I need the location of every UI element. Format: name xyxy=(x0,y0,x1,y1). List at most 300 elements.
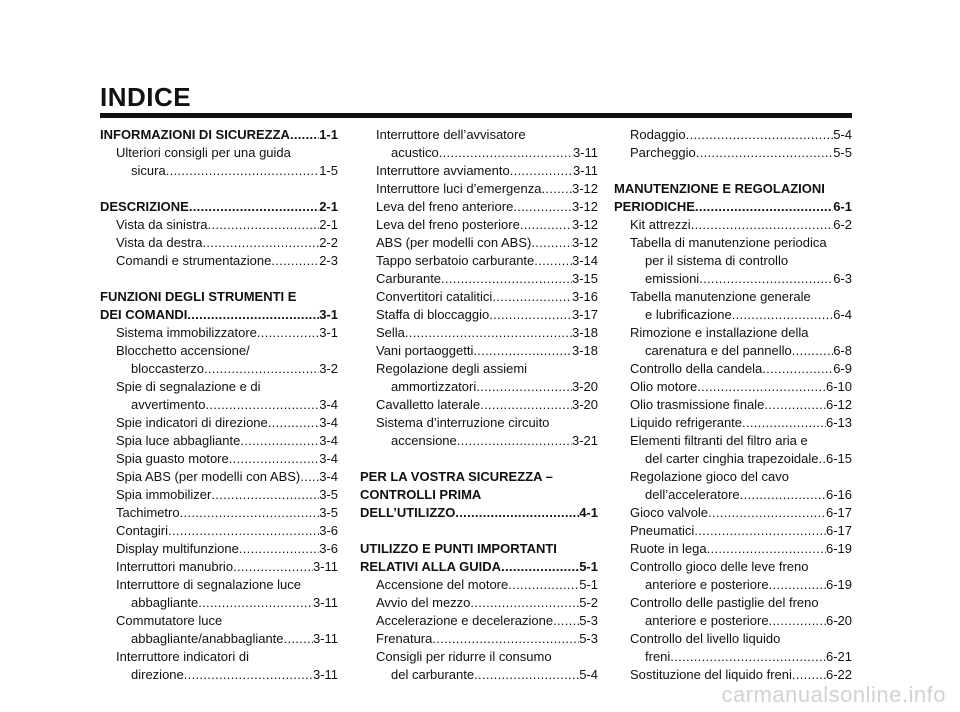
toc-leader-dots xyxy=(534,252,572,270)
toc-section-heading[interactable] xyxy=(100,306,338,324)
title-rule xyxy=(100,113,852,118)
toc-entry-title: Spia immobilizer xyxy=(116,487,212,502)
toc-leader-dots xyxy=(239,540,319,558)
toc-entry[interactable] xyxy=(360,432,598,450)
toc-page-number: 3-21 xyxy=(571,433,598,448)
toc-entry-title: Commutatore luce xyxy=(116,613,223,628)
toc-leader-dots xyxy=(513,198,572,216)
toc-leader-dots xyxy=(501,558,579,576)
toc-entry[interactable] xyxy=(614,414,852,432)
toc-entry-title: Consigli per ridurre il consumo xyxy=(376,649,552,664)
toc-entry xyxy=(614,558,852,576)
toc-entry-title: ABS (per modelli con ABS) xyxy=(376,235,532,250)
toc-entry-title: Sistema d’interruzione circuito xyxy=(376,415,550,430)
toc-entry xyxy=(614,432,852,450)
toc-entry[interactable] xyxy=(100,216,338,234)
toc-spacer xyxy=(100,270,338,288)
toc-entry-title: Avvio del mezzo xyxy=(376,595,471,610)
toc-page-number: 3-6 xyxy=(319,523,338,538)
toc-page-number: 5-1 xyxy=(579,577,598,592)
toc-page-number: 6-19 xyxy=(825,577,852,592)
toc-page-number: 6-19 xyxy=(825,541,852,556)
toc-entry-title: emissioni xyxy=(645,271,700,286)
toc-entry-title: Comandi e strumentazione xyxy=(116,253,272,268)
toc-entry[interactable] xyxy=(360,252,598,270)
toc-entry xyxy=(360,360,598,378)
toc-entry-title: Rodaggio xyxy=(630,127,686,142)
toc-entry-title: abbagliante/anabbagliante xyxy=(131,631,284,646)
toc-entry-title: abbagliante xyxy=(131,595,199,610)
toc-page-number: 6-21 xyxy=(825,649,852,664)
toc-entry[interactable] xyxy=(360,162,598,180)
toc-page-number: 5-3 xyxy=(579,613,598,628)
toc-leader-dots xyxy=(740,486,826,504)
toc-entry-title: e lubrificazione xyxy=(645,307,732,322)
toc-leader-dots xyxy=(432,630,579,648)
toc-entry xyxy=(614,630,852,648)
toc-entry[interactable] xyxy=(100,540,338,558)
toc-entry-title: MANUTENZIONE E REGOLAZIONI xyxy=(614,181,825,196)
toc-page-number: 6-22 xyxy=(825,667,852,682)
toc-spacer xyxy=(100,180,338,198)
toc-entry-title: carenatura e del pannello xyxy=(645,343,792,358)
toc-page-number: 3-12 xyxy=(571,217,598,232)
toc-entry[interactable] xyxy=(100,396,338,414)
toc-page-number: 3-12 xyxy=(571,181,598,196)
toc-entry[interactable] xyxy=(360,288,598,306)
toc-page-number: 3-14 xyxy=(571,253,598,268)
toc-leader-dots xyxy=(290,126,319,144)
toc-entry[interactable] xyxy=(360,270,598,288)
toc-page-number: 3-17 xyxy=(571,307,598,322)
toc-leader-dots xyxy=(489,306,572,324)
toc-entry-title: ammortizzatori xyxy=(391,379,477,394)
toc-leader-dots xyxy=(204,360,319,378)
toc-entry[interactable] xyxy=(100,324,338,342)
toc-section-heading[interactable] xyxy=(360,504,598,522)
toc-leader-dots xyxy=(205,396,319,414)
toc-entry xyxy=(614,288,852,306)
toc-entry-title: accensione xyxy=(391,433,457,448)
toc-leader-dots xyxy=(284,630,313,648)
toc-entry-title: PERIODICHE xyxy=(614,199,695,214)
toc-entry-title: Tachimetro xyxy=(116,505,180,520)
toc-page-number: 3-11 xyxy=(312,559,338,574)
toc-leader-dots xyxy=(271,252,319,270)
toc-leader-dots xyxy=(769,576,826,594)
toc-page-number: 5-1 xyxy=(579,559,598,574)
toc-leader-dots xyxy=(180,504,320,522)
toc-section-heading[interactable] xyxy=(100,126,338,144)
toc-page-number: 6-13 xyxy=(825,415,852,430)
toc-entry-title: Olio trasmissione finale xyxy=(630,397,765,412)
toc-page-number: 2-1 xyxy=(319,217,338,232)
toc-entry[interactable] xyxy=(614,648,852,666)
toc-section-heading xyxy=(360,540,598,558)
toc-page-number: 5-4 xyxy=(833,127,852,142)
toc-entry-title: Controllo gioco delle leve freno xyxy=(630,559,809,574)
toc-entry-title: dell’acceleratore xyxy=(645,487,740,502)
toc-leader-dots xyxy=(792,342,833,360)
toc-entry-title: Controllo della candela xyxy=(630,361,763,376)
toc-leader-dots xyxy=(670,648,826,666)
toc-entry[interactable] xyxy=(614,450,852,468)
toc-page-number: 6-16 xyxy=(825,487,852,502)
toc-entry-title: direzione xyxy=(131,667,184,682)
toc-spacer xyxy=(360,522,598,540)
toc-entry-title: anteriore e posteriore xyxy=(645,613,769,628)
toc-leader-dots xyxy=(732,306,833,324)
toc-entry-title: RELATIVI ALLA GUIDA xyxy=(360,559,502,574)
toc-leader-dots xyxy=(184,666,313,684)
toc-section-heading[interactable] xyxy=(100,198,338,216)
toc-leader-dots xyxy=(229,450,319,468)
toc-entry-title: FUNZIONI DEGLI STRUMENTI E xyxy=(100,289,297,304)
toc-entry-title: del carter cinghia trapezoidale xyxy=(645,451,819,466)
toc-entry[interactable] xyxy=(360,216,598,234)
toc-entry[interactable] xyxy=(614,216,852,234)
toc-entry xyxy=(614,234,852,252)
toc-entry[interactable] xyxy=(360,378,598,396)
toc-entry[interactable] xyxy=(100,666,338,684)
toc-entry xyxy=(100,144,338,162)
toc-entry-title: Spia guasto motore xyxy=(116,451,229,466)
toc-leader-dots xyxy=(474,666,579,684)
toc-entry[interactable] xyxy=(360,324,598,342)
toc-leader-dots xyxy=(268,414,319,432)
toc-page-number: 6-3 xyxy=(833,271,852,286)
toc-entry[interactable] xyxy=(100,558,338,576)
toc-page-number: 3-4 xyxy=(319,433,338,448)
toc-entry[interactable] xyxy=(100,450,338,468)
toc-entry-title: sicura xyxy=(131,163,166,178)
toc-leader-dots xyxy=(818,450,826,468)
toc-leader-dots xyxy=(697,378,826,396)
toc-page-number: 3-5 xyxy=(319,505,338,520)
toc-entry-title: Spia luce abbagliante xyxy=(116,433,241,448)
toc-entry xyxy=(614,252,852,270)
toc-entry[interactable] xyxy=(100,414,338,432)
toc-entry-title: Display multifunzione xyxy=(116,541,239,556)
toc-leader-dots xyxy=(441,270,572,288)
toc-entry-title: Interruttore di segnalazione luce xyxy=(116,577,302,592)
toc-page-number: 3-20 xyxy=(571,379,598,394)
toc-leader-dots xyxy=(520,216,572,234)
toc-entry-title: Tabella manutenzione generale xyxy=(630,289,811,304)
toc-page-number: 3-11 xyxy=(312,595,338,610)
toc-page-number: 3-1 xyxy=(319,307,338,322)
toc-entry-title: Carburante xyxy=(376,271,442,286)
toc-section-heading[interactable] xyxy=(614,198,852,216)
toc-leader-dots xyxy=(476,378,572,396)
toc-entry-title: Vani portaoggetti xyxy=(376,343,474,358)
toc-page-number: 4-1 xyxy=(579,505,598,520)
toc-entry-title: Interruttore avviamento xyxy=(376,163,510,178)
toc-entry[interactable] xyxy=(100,504,338,522)
toc-entry[interactable] xyxy=(614,540,852,558)
toc-entry[interactable] xyxy=(100,162,338,180)
toc-page-number: 3-16 xyxy=(571,289,598,304)
toc-leader-dots xyxy=(457,432,572,450)
toc-column-1 xyxy=(100,126,338,684)
toc-entry-title: Spie di segnalazione e di xyxy=(116,379,261,394)
toc-leader-dots xyxy=(470,594,579,612)
toc-entry xyxy=(100,612,338,630)
toc-entry[interactable] xyxy=(360,396,598,414)
toc-page-number: 3-5 xyxy=(319,487,338,502)
toc-page-number: 6-10 xyxy=(825,379,852,394)
toc-entry-title: Regolazione degli assiemi xyxy=(376,361,528,376)
toc-section-heading xyxy=(360,486,598,504)
toc-page-number: 3-2 xyxy=(319,361,338,376)
toc-entry-title: Blocchetto accensione/ xyxy=(116,343,250,358)
toc-entry[interactable] xyxy=(100,468,338,486)
toc-entry-title: Tappo serbatoio carburante xyxy=(376,253,535,268)
toc-page-number: 6-17 xyxy=(825,505,852,520)
toc-section-heading[interactable] xyxy=(360,558,598,576)
toc-entry-title: Controllo delle pastiglie del freno xyxy=(630,595,819,610)
toc-leader-dots xyxy=(707,540,826,558)
toc-section-heading xyxy=(100,288,338,306)
toc-entry[interactable] xyxy=(614,378,852,396)
toc-leader-dots xyxy=(510,162,573,180)
toc-leader-dots xyxy=(439,144,573,162)
toc-leader-dots xyxy=(473,342,572,360)
toc-entry-title: acustico xyxy=(391,145,439,160)
toc-entry-title: Ruote in lega xyxy=(630,541,707,556)
toc-page-number: 3-15 xyxy=(571,271,598,286)
toc-entry[interactable] xyxy=(614,396,852,414)
toc-page-number: 3-11 xyxy=(312,631,338,646)
toc-entry-title: del carburante xyxy=(391,667,475,682)
toc-entry[interactable] xyxy=(360,594,598,612)
toc-entry-title: Interruttori manubrio xyxy=(116,559,234,574)
toc-entry-title: Regolazione gioco del cavo xyxy=(630,469,789,484)
toc-entry[interactable] xyxy=(100,234,338,252)
toc-entry[interactable] xyxy=(614,522,852,540)
toc-entry[interactable] xyxy=(614,576,852,594)
toc-leader-dots xyxy=(742,414,826,432)
toc-page-number: 6-15 xyxy=(825,451,852,466)
toc-leader-dots xyxy=(211,486,319,504)
toc-entry-title: Pneumatici xyxy=(630,523,695,538)
toc-page-number: 6-20 xyxy=(825,613,852,628)
toc-entry xyxy=(100,648,338,666)
toc-entry-title: Liquido refrigerante xyxy=(630,415,743,430)
toc-entry[interactable] xyxy=(100,630,338,648)
toc-page-number: 3-11 xyxy=(312,667,338,682)
toc-leader-dots xyxy=(686,126,834,144)
toc-entry-title: Olio motore xyxy=(630,379,698,394)
toc-page-number: 6-1 xyxy=(833,199,852,214)
toc-entry xyxy=(614,324,852,342)
toc-entry-title: Convertitori catalitici xyxy=(376,289,493,304)
toc-spacer xyxy=(614,162,852,180)
toc-entry-title: Accelerazione e decelerazione xyxy=(376,613,554,628)
toc-entry[interactable] xyxy=(100,432,338,450)
toc-page-number: 3-1 xyxy=(319,325,338,340)
toc-leader-dots xyxy=(480,396,572,414)
toc-entry xyxy=(100,576,338,594)
toc-leader-dots xyxy=(769,612,826,630)
toc-entry[interactable] xyxy=(100,522,338,540)
toc-leader-dots xyxy=(492,288,572,306)
toc-entry-title: Vista da destra xyxy=(116,235,203,250)
toc-entry-title: Controllo del livello liquido xyxy=(630,631,781,646)
toc-leader-dots xyxy=(508,576,579,594)
toc-entry[interactable] xyxy=(360,144,598,162)
toc-entry-title: bloccasterzo xyxy=(131,361,204,376)
toc-entry[interactable] xyxy=(360,612,598,630)
toc-entry-title: Interruttore indicatori di xyxy=(116,649,249,664)
toc-page-number: 3-11 xyxy=(572,145,598,160)
toc-entry[interactable] xyxy=(614,306,852,324)
page-title: INDICE xyxy=(100,82,192,112)
toc-entry[interactable] xyxy=(100,594,338,612)
toc-entry-title: DEI COMANDI xyxy=(100,307,188,322)
toc-entry-title: Sistema immobilizzatore xyxy=(116,325,257,340)
toc-entry xyxy=(100,342,338,360)
toc-entry[interactable] xyxy=(614,504,852,522)
toc-page-number: 3-6 xyxy=(319,541,338,556)
toc-entry[interactable] xyxy=(614,612,852,630)
toc-entry[interactable] xyxy=(360,576,598,594)
toc-entry[interactable] xyxy=(360,180,598,198)
toc-leader-dots xyxy=(168,522,319,540)
toc-page-number: 1-1 xyxy=(319,127,338,142)
toc-entry[interactable] xyxy=(614,360,852,378)
toc-entry[interactable] xyxy=(360,666,598,684)
toc-leader-dots xyxy=(696,144,833,162)
toc-entry-title: Elementi filtranti del filtro aria e xyxy=(630,433,808,448)
toc-page-number: 3-4 xyxy=(319,451,338,466)
toc-entry-title: Staffa di bloccaggio xyxy=(376,307,490,322)
toc-page-number: 1-5 xyxy=(319,163,338,178)
toc-entry xyxy=(360,648,598,666)
toc-page-number: 6-2 xyxy=(833,217,852,232)
toc-entry-title: Ulteriori consigli per una guida xyxy=(116,145,291,160)
toc-entry-title: Leva del freno anteriore xyxy=(376,199,514,214)
toc-page-number: 5-4 xyxy=(579,667,598,682)
toc-page-number: 3-4 xyxy=(319,397,338,412)
toc-page-number: 3-18 xyxy=(571,343,598,358)
toc-leader-dots xyxy=(531,234,572,252)
toc-leader-dots xyxy=(240,432,319,450)
toc-entry[interactable] xyxy=(614,342,852,360)
toc-leader-dots xyxy=(699,270,833,288)
toc-entry[interactable] xyxy=(100,252,338,270)
toc-leader-dots xyxy=(762,360,833,378)
toc-page-number: 6-12 xyxy=(825,397,852,412)
toc-column-3 xyxy=(614,126,852,684)
toc-entry-title: Leva del freno posteriore xyxy=(376,217,520,232)
toc-page-number: 3-4 xyxy=(319,469,338,484)
toc-leader-dots xyxy=(764,396,826,414)
toc-entry-title: Interruttore dell’avvisatore xyxy=(376,127,526,142)
toc-leader-dots xyxy=(198,594,313,612)
toc-entry[interactable] xyxy=(614,486,852,504)
toc-leader-dots xyxy=(189,198,319,216)
toc-entry[interactable] xyxy=(360,342,598,360)
toc-entry-title: DESCRIZIONE xyxy=(100,199,189,214)
toc-page-number: 5-2 xyxy=(579,595,598,610)
toc-page-number: 3-4 xyxy=(319,415,338,430)
toc-leader-dots xyxy=(187,306,319,324)
toc-entry-title: Rimozione e installazione della xyxy=(630,325,809,340)
toc-entry-title: Sostituzione del liquido freni xyxy=(630,667,792,682)
toc-leader-dots xyxy=(691,216,834,234)
toc-entry xyxy=(360,414,598,432)
toc-leader-dots xyxy=(541,180,571,198)
toc-page-number: 6-9 xyxy=(833,361,852,376)
toc-entry-title: freni xyxy=(645,649,671,664)
toc-entry[interactable] xyxy=(360,198,598,216)
toc-entry-title: Vista da sinistra xyxy=(116,217,208,232)
toc-entry xyxy=(614,594,852,612)
toc-entry-title: PER LA VOSTRA SICUREZZA – xyxy=(360,469,553,484)
toc-entry-title: UTILIZZO E PUNTI IMPORTANTI xyxy=(360,541,557,556)
toc-entry-title: Tabella di manutenzione periodica xyxy=(630,235,827,250)
toc-entry[interactable] xyxy=(614,144,852,162)
toc-page-number: 6-4 xyxy=(833,307,852,322)
toc-leader-dots xyxy=(695,198,833,216)
toc-leader-dots xyxy=(208,216,320,234)
toc-entry[interactable] xyxy=(360,306,598,324)
toc-page-number: 3-20 xyxy=(571,397,598,412)
toc-entry[interactable] xyxy=(100,486,338,504)
toc-entry-title: Kit attrezzi xyxy=(630,217,691,232)
toc-leader-dots xyxy=(233,558,313,576)
toc-page-number: 2-3 xyxy=(319,253,338,268)
toc-entry-title: anteriore e posteriore xyxy=(645,577,769,592)
toc-entry-title: Parcheggio xyxy=(630,145,696,160)
toc-page-number: 6-17 xyxy=(825,523,852,538)
toc-entry xyxy=(100,378,338,396)
toc-entry-title: DELL’UTILIZZO xyxy=(360,505,456,520)
toc-entry[interactable] xyxy=(100,360,338,378)
toc-entry-title: INFORMAZIONI DI SICUREZZA xyxy=(100,127,290,142)
toc-page-number: 3-11 xyxy=(572,163,598,178)
toc-leader-dots xyxy=(257,324,319,342)
toc-page-number: 2-1 xyxy=(319,199,338,214)
toc-section-heading xyxy=(614,180,852,198)
toc-entry-title: Accensione del motore xyxy=(376,577,509,592)
toc-leader-dots xyxy=(553,612,579,630)
toc-entry[interactable] xyxy=(360,234,598,252)
toc-leader-dots xyxy=(202,234,319,252)
toc-entry-title: Cavalletto laterale xyxy=(376,397,481,412)
toc-entry-title: Spie indicatori di direzione xyxy=(116,415,268,430)
watermark: carmanualsonline.info xyxy=(721,682,946,707)
toc-page-number: 5-5 xyxy=(833,145,852,160)
toc-entry[interactable] xyxy=(360,630,598,648)
toc-entry-title: Contagiri xyxy=(116,523,169,538)
toc-page-number: 3-18 xyxy=(571,325,598,340)
toc-spacer xyxy=(360,450,598,468)
toc-entry-title: per il sistema di controllo xyxy=(645,253,789,268)
toc-entry-title: Frenatura xyxy=(376,631,433,646)
toc-entry-title: Spia ABS (per modelli con ABS) xyxy=(116,469,301,484)
toc-leader-dots xyxy=(694,522,826,540)
toc-entry[interactable] xyxy=(614,126,852,144)
toc-page-number: 6-8 xyxy=(833,343,852,358)
toc-entry xyxy=(614,468,852,486)
toc-entry[interactable] xyxy=(614,270,852,288)
toc-leader-dots xyxy=(405,324,572,342)
toc-entry xyxy=(360,126,598,144)
toc-column-2 xyxy=(360,126,598,684)
toc-section-heading xyxy=(360,468,598,486)
